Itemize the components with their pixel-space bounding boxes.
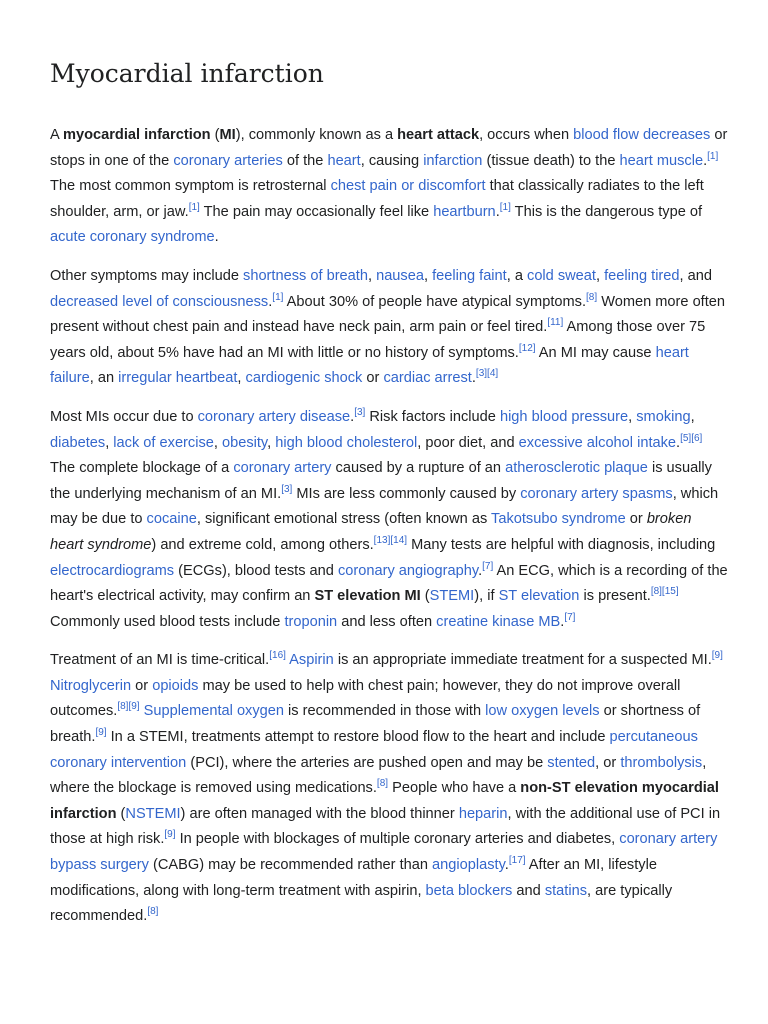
citation-ref[interactable]: [12] [518, 342, 536, 354]
text-run: may be used to help with chest pain; however, they do not improve overall outcomes. [50, 677, 681, 720]
article-link[interactable]: atherosclerotic plaque [505, 460, 648, 477]
text-run: . [268, 293, 273, 310]
text-run: The pain may occasionally feel like [199, 203, 434, 220]
text-run: Most MIs occur due to [50, 408, 198, 425]
article-link[interactable]: electrocardiograms [50, 562, 175, 579]
paragraph-4 [50, 648, 728, 930]
text-run: , [628, 408, 637, 425]
text-run: , [267, 434, 276, 451]
citation-ref[interactable]: [1] [707, 150, 719, 162]
article-link[interactable]: coronary angiography [337, 562, 479, 579]
text-run: , significant emotional stress (often known as [196, 511, 492, 528]
text-run: is present. [579, 588, 651, 605]
text-run: (ECGs), blood tests and [174, 562, 338, 579]
article-link[interactable]: STEMI [429, 588, 475, 605]
text-run: , [237, 370, 246, 387]
text-run: . [504, 857, 509, 874]
paragraph-1 [50, 123, 728, 251]
article-link[interactable]: blood flow decreases [573, 127, 711, 143]
text-run: or stops in one of the [50, 127, 728, 169]
text-run: After an MI, lifestyle modifications, along with long-term treatment with aspirin, [50, 857, 657, 899]
text-run: . [560, 613, 565, 630]
article-link[interactable]: infarction [423, 152, 483, 169]
article-link[interactable]: coronary arteries [173, 152, 283, 169]
citation-ref[interactable]: [8][9] [117, 701, 140, 713]
article-link[interactable]: beta blockers [425, 882, 513, 899]
article-link[interactable]: cardiac arrest [383, 370, 472, 387]
text-run: , which may be due to [50, 485, 719, 528]
article-link[interactable]: coronary artery bypass surgery [50, 831, 718, 874]
text-run: (PCI), where the arteries are pushed open and may be [186, 754, 548, 771]
article-link[interactable]: lack of exercise [113, 434, 214, 451]
text-run: ) are often managed with the blood thinner [180, 805, 459, 822]
text-run: ), if [474, 588, 499, 605]
citation-ref[interactable]: [9] [164, 829, 176, 841]
citation-ref[interactable]: [16] [269, 650, 286, 662]
text-run: Among those over 75 years old, about 5% have had an MI with little or no history of symptoms. [50, 319, 706, 361]
article-link[interactable]: cocaine [146, 511, 197, 528]
citation-ref[interactable]: [7] [482, 560, 494, 572]
text-run: caused by a rupture of an [331, 460, 506, 477]
citation-ref[interactable]: [8][15] [650, 586, 679, 598]
citation-ref[interactable]: [3][4] [475, 368, 499, 380]
citation-ref[interactable]: [5][6] [680, 432, 703, 444]
citation-ref[interactable]: [1] [272, 291, 284, 303]
article-link[interactable]: obesity [221, 434, 268, 451]
article-body [50, 123, 728, 930]
article-link[interactable]: percutaneous coronary intervention [50, 729, 698, 771]
citation-ref[interactable]: [3] [281, 483, 293, 495]
text-run: or [131, 677, 153, 694]
text-run: and [512, 882, 545, 899]
text-run: . [350, 408, 355, 425]
article-link[interactable]: excessive alcohol intake [518, 434, 677, 451]
text-run: . [703, 152, 708, 169]
article-link[interactable]: statins [544, 882, 588, 899]
text-run: , or [595, 754, 621, 771]
article-link[interactable]: Nitroglycerin [50, 677, 132, 694]
citation-ref[interactable]: [17] [508, 855, 526, 867]
citation-ref[interactable]: [8] [147, 906, 159, 918]
article-link[interactable]: heart [327, 152, 361, 169]
citation-ref[interactable]: [1] [188, 201, 200, 213]
article-link[interactable]: cardiogenic shock [245, 370, 363, 387]
article-link[interactable]: heart muscle [619, 152, 704, 169]
text-run: or [625, 511, 647, 528]
text-run: , causing [360, 152, 424, 169]
bold-term: ST elevation MI [314, 588, 421, 605]
text-run: Women more often present without chest pain and instead have neck pain, arm pain or feel tired. [50, 293, 726, 336]
text-run: , poor diet, and [417, 434, 519, 451]
text-run: Other symptoms may include [50, 267, 244, 284]
text-run: , and [679, 267, 712, 284]
text-run: MIs are less commonly caused by [292, 485, 521, 502]
text-run: or shortness of breath. [50, 703, 701, 746]
text-run: Treatment of an MI is time-critical. [50, 652, 270, 669]
text-run: , a [506, 267, 528, 284]
text-run: , an [89, 370, 119, 387]
text-run: ( [420, 588, 430, 605]
article-link[interactable]: opioids [152, 677, 199, 694]
article-link[interactable]: feeling faint [432, 267, 507, 284]
article-link[interactable]: heparin [458, 805, 508, 822]
article-link[interactable]: diabetes [50, 434, 106, 451]
text-run: Commonly used blood tests include [50, 613, 285, 630]
text-run: An MI may cause [535, 344, 656, 361]
article-link[interactable]: high blood pressure [499, 408, 629, 425]
citation-ref[interactable]: [7] [564, 611, 576, 623]
article-link[interactable]: coronary artery [233, 460, 332, 477]
article-link[interactable]: acute coronary syndrome [50, 229, 215, 246]
text-run: Many tests are helpful with diagnosis, including [407, 536, 716, 553]
citation-ref[interactable]: [9] [95, 727, 107, 739]
citation-ref[interactable]: [13][14] [373, 535, 408, 547]
citation-ref[interactable]: [1] [499, 201, 511, 213]
text-run: , [423, 267, 433, 284]
article-link[interactable]: NSTEMI [125, 805, 181, 822]
text-run: ), commonly known as a [235, 127, 398, 143]
article-link[interactable]: Aspirin [289, 652, 334, 669]
article-link[interactable]: feeling tired [604, 267, 680, 284]
article-link[interactable]: coronary artery spasms [520, 485, 673, 502]
citation-ref[interactable]: [11] [547, 317, 564, 329]
text-run: The most common symptom is retrosternal [50, 178, 331, 195]
text-run: and less often [337, 613, 437, 630]
article-link[interactable]: low oxygen levels [485, 703, 600, 720]
text-run: , [367, 267, 377, 284]
text-run: About 30% of people have atypical symptoms. [283, 293, 587, 310]
text-run: , [105, 434, 114, 451]
page-title: Myocardial infarction [50, 59, 324, 88]
italic-term: broken heart syndrome [50, 511, 692, 553]
article-link[interactable]: decreased level of consciousness [50, 293, 269, 310]
article-link[interactable]: stented [547, 754, 596, 771]
text-run: , [690, 408, 695, 425]
text-run: , occurs when [479, 127, 574, 143]
text-run: . [214, 229, 219, 246]
bold-term: heart attack [397, 127, 480, 143]
text-run: . [676, 434, 681, 451]
text-run: or [362, 370, 384, 387]
article-link[interactable]: thrombolysis [620, 754, 703, 771]
article-link[interactable]: Supplemental oxygen [143, 703, 284, 720]
article-link[interactable]: heartburn [433, 203, 496, 220]
bold-term: non-ST elevation myocardial infarction [50, 780, 719, 822]
article-link[interactable]: smoking [636, 408, 691, 425]
text-run: is usually the underlying mechanism of an MI. [50, 460, 712, 502]
article-link[interactable]: ST elevation [498, 588, 580, 605]
text-run: , with the additional use of PCI in those at high risk. [50, 805, 721, 848]
text-run: , where the blockage is removed using medications. [50, 754, 707, 797]
text-run: This is the dangerous type of [510, 203, 703, 220]
text-run: In people with blockages of multiple coronary arteries and diabetes, [175, 831, 620, 848]
article-link[interactable]: coronary artery disease [197, 408, 351, 425]
article-link[interactable]: angioplasty [432, 857, 505, 874]
article-link[interactable]: chest pain or discomfort [330, 178, 486, 195]
text-run: ) and extreme cold, among others. [151, 536, 374, 553]
article-link[interactable]: shortness of breath [243, 267, 368, 284]
citation-ref[interactable]: [9] [711, 650, 723, 662]
text-run: In a STEMI, treatments attempt to restore blood flow to the heart and include [106, 729, 610, 746]
text-run: (CABG) may be recommended rather than [148, 857, 433, 874]
article-link[interactable]: heart failure [50, 344, 689, 387]
paragraph-3 [50, 405, 728, 635]
citation-ref[interactable]: [8] [376, 778, 389, 790]
text-run: An ECG, which is a recording of the heart's electrical activity, may confirm an [50, 562, 728, 605]
article-link[interactable]: nausea [376, 267, 424, 284]
text-run: of the [282, 152, 328, 169]
paragraph-2 [50, 264, 728, 392]
text-run: , are typically recommended. [50, 882, 673, 925]
text-run: People who have a [388, 780, 521, 797]
article-link[interactable]: troponin [284, 613, 338, 630]
text-run: is an appropriate immediate treatment for a suspected MI. [333, 652, 712, 669]
text-run: ( [210, 127, 220, 143]
text-run: The complete blockage of a [50, 460, 234, 477]
text-run: . [471, 370, 476, 387]
text-run: . [495, 203, 500, 220]
bold-term: myocardial infarction [62, 127, 211, 143]
article-link[interactable]: Takotsubo syndrome [491, 511, 626, 528]
text-run: (tissue death) to the [482, 152, 620, 169]
text-run: ( [116, 805, 126, 822]
text-run: is recommended in those with [284, 703, 486, 720]
text-run: Risk factors include [365, 408, 500, 425]
text-run: A [50, 127, 63, 143]
text-run: that classically radiates to the left shoulder, arm, or jaw. [50, 178, 704, 220]
bold-term: MI [219, 127, 236, 143]
article-link[interactable]: creatine kinase MB [436, 613, 561, 630]
citation-ref[interactable]: [8] [586, 291, 598, 303]
text-run: , [213, 434, 222, 451]
citation-ref[interactable]: [3] [354, 407, 366, 419]
article-link[interactable]: high blood cholesterol [275, 434, 418, 451]
article-link[interactable]: cold sweat [527, 267, 596, 284]
text-run: . [478, 562, 483, 579]
article-link[interactable]: irregular heartbeat [118, 370, 238, 387]
text-run: , [595, 267, 605, 284]
